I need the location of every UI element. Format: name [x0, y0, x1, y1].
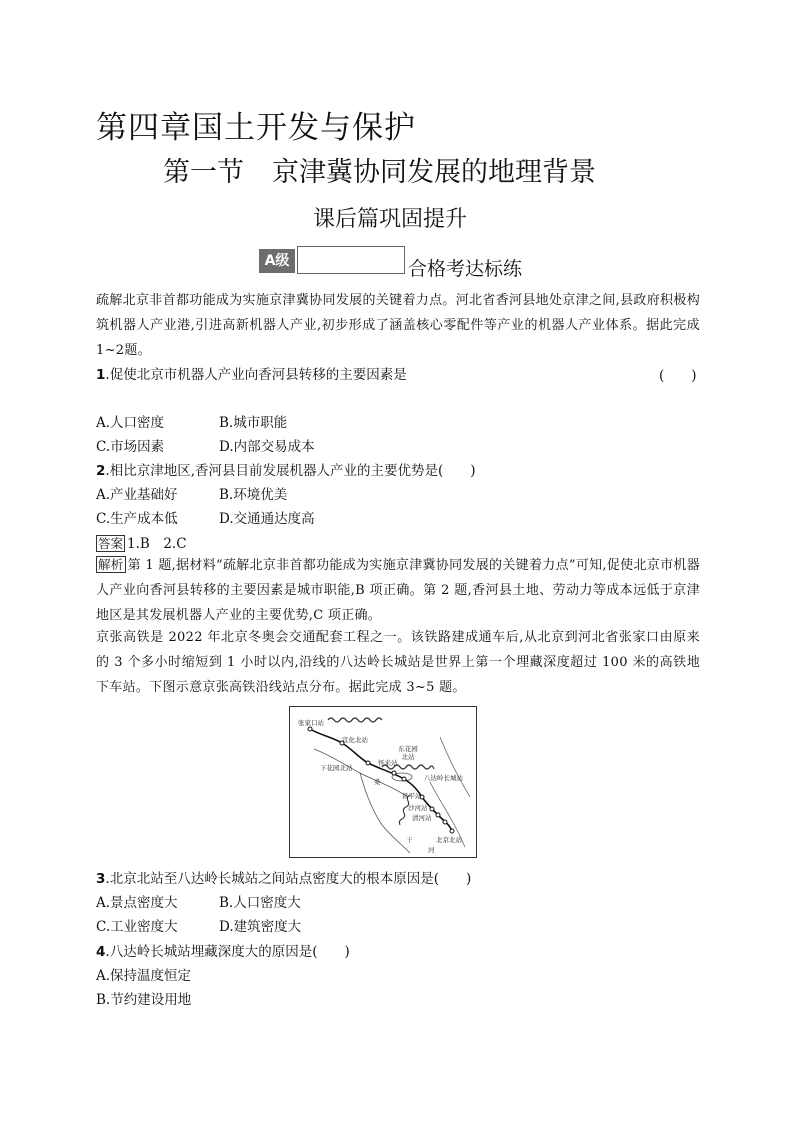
railway-map	[289, 706, 477, 858]
q2-option-a: A.产业基础好	[96, 487, 178, 503]
river-char-1: 桑	[374, 778, 381, 786]
label-donghuayuan: 东花园北站	[398, 745, 418, 761]
question-2-number: 2	[96, 463, 106, 479]
q4-option-b: B.节约建设用地	[96, 992, 192, 1008]
question-4-text: .八达岭长城站埋藏深度大的原因是( )	[105, 944, 350, 960]
question-4-number: 4	[96, 944, 106, 960]
station-dot-xiahuayuan	[366, 761, 370, 765]
question-3-number: 3	[96, 871, 106, 887]
label-qinghe: 清河站	[412, 814, 432, 822]
analysis-tag: 解析	[98, 557, 124, 572]
label-changping: 昌平站	[402, 792, 422, 800]
station-dot-changping	[430, 807, 434, 811]
station-dot-beijingbei	[450, 829, 454, 833]
level-box	[297, 246, 405, 274]
passage-2: 京张高铁是 2022 年北京冬奥会交通配套工程之一。该铁路建成通车后,从北京到河北省张家口由原来的 3 个多小时缩短到 1 小时以内,沿线的八达岭长城站是世界上第一个埋藏深度超过 100 米的高铁地下车站。下图示意京张高铁沿线站点分布。据此完成 3~5 题。	[96, 630, 700, 695]
answer-tag: 答案	[98, 536, 124, 551]
label-zhangjiakou: 张家口站	[298, 719, 324, 727]
q3-option-d: D.建筑密度大	[219, 919, 302, 935]
station-dot-huailai	[392, 771, 396, 775]
section-title: 京津冀协同发展的地理背景	[272, 157, 596, 188]
analysis-block	[96, 553, 700, 628]
label-xiahuayuan: 下花园北站	[320, 764, 353, 772]
station-dot-qinghe	[443, 820, 447, 824]
river-branch	[360, 773, 410, 853]
analysis-text: 第 1 题,据材料“疏解北京非首都功能成为实施京津冀协同发展的关键着力点”可知,促使北京市机器人产业向香河县转移的主要因素是城市职能,B 项正确。第 2 题,香河县土地、劳动力等成本远低于京津地区是其发展机器人产业的主要优势,C 项正确。	[96, 558, 700, 623]
q1-option-d: D.内部交易成本	[219, 439, 315, 455]
answer-text: 1.B 2.C	[127, 536, 187, 552]
station-dot-donghuayuan	[402, 777, 406, 781]
question-1-answer-blank: ( )	[659, 368, 697, 384]
q2-option-c: C.生产成本低	[96, 511, 178, 527]
label-beijingbei: 北京北站	[436, 836, 462, 844]
q2-option-b: B.环境优美	[219, 487, 288, 503]
label-huailai: 怀来站	[378, 759, 398, 767]
label-badaling: 八达岭长城站	[424, 774, 463, 782]
q3-option-c: C.工业密度大	[96, 919, 178, 935]
label-xuanhua: 宣化北站	[342, 736, 368, 744]
station-dot-zhangjiakou	[308, 727, 312, 731]
question-2	[96, 459, 476, 479]
river-north	[440, 737, 470, 797]
passage-1: 疏解北京非首都功能成为实施京津冀协同发展的关键着力点。河北省香河县地处京津之间,县政府积极构筑机器人产业港,引进高新机器人产业,初步形成了涵盖核心零配件等产业的机器人产业体系。据此完成 1~2题。	[96, 293, 700, 358]
level-label: 合格考达标练	[408, 258, 523, 280]
question-3-text: .北京北站至八达岭长城站之间站点密度大的根本原因是( )	[105, 871, 472, 887]
question-3	[96, 867, 471, 887]
question-1	[96, 363, 407, 383]
station-dot-shahe	[436, 813, 440, 817]
q3-option-b: B.人口密度大	[219, 895, 301, 911]
q1-option-c: C.市场因素	[96, 439, 165, 455]
q2-option-d: D.交通通达度高	[219, 511, 315, 527]
great-wall-line	[328, 718, 382, 722]
river-char-2: 干	[406, 836, 413, 844]
q1-option-b: B.城市职能	[219, 415, 288, 431]
chapter-title: 第四章国土开发与保护	[96, 110, 416, 146]
answer-line	[96, 532, 187, 552]
river-char-3: 河	[428, 846, 435, 854]
label-shahe: 沙河站	[408, 804, 428, 812]
level-badge: A级	[259, 249, 295, 273]
question-1-number: 1	[96, 367, 106, 383]
subtitle: 课后篇巩固提升	[313, 207, 468, 232]
question-4	[96, 940, 350, 960]
q1-option-a: A.人口密度	[96, 415, 165, 431]
section-heading	[163, 150, 596, 189]
section-number: 第一节	[163, 157, 244, 188]
q4-option-a: A.保持温度恒定	[96, 968, 192, 984]
question-1-text: .促使北京市机器人产业向香河县转移的主要因素是	[105, 367, 407, 383]
q3-option-a: A.景点密度大	[96, 895, 178, 911]
question-2-text: .相比京津地区,香河县目前发展机器人产业的主要优势是( )	[105, 463, 476, 479]
